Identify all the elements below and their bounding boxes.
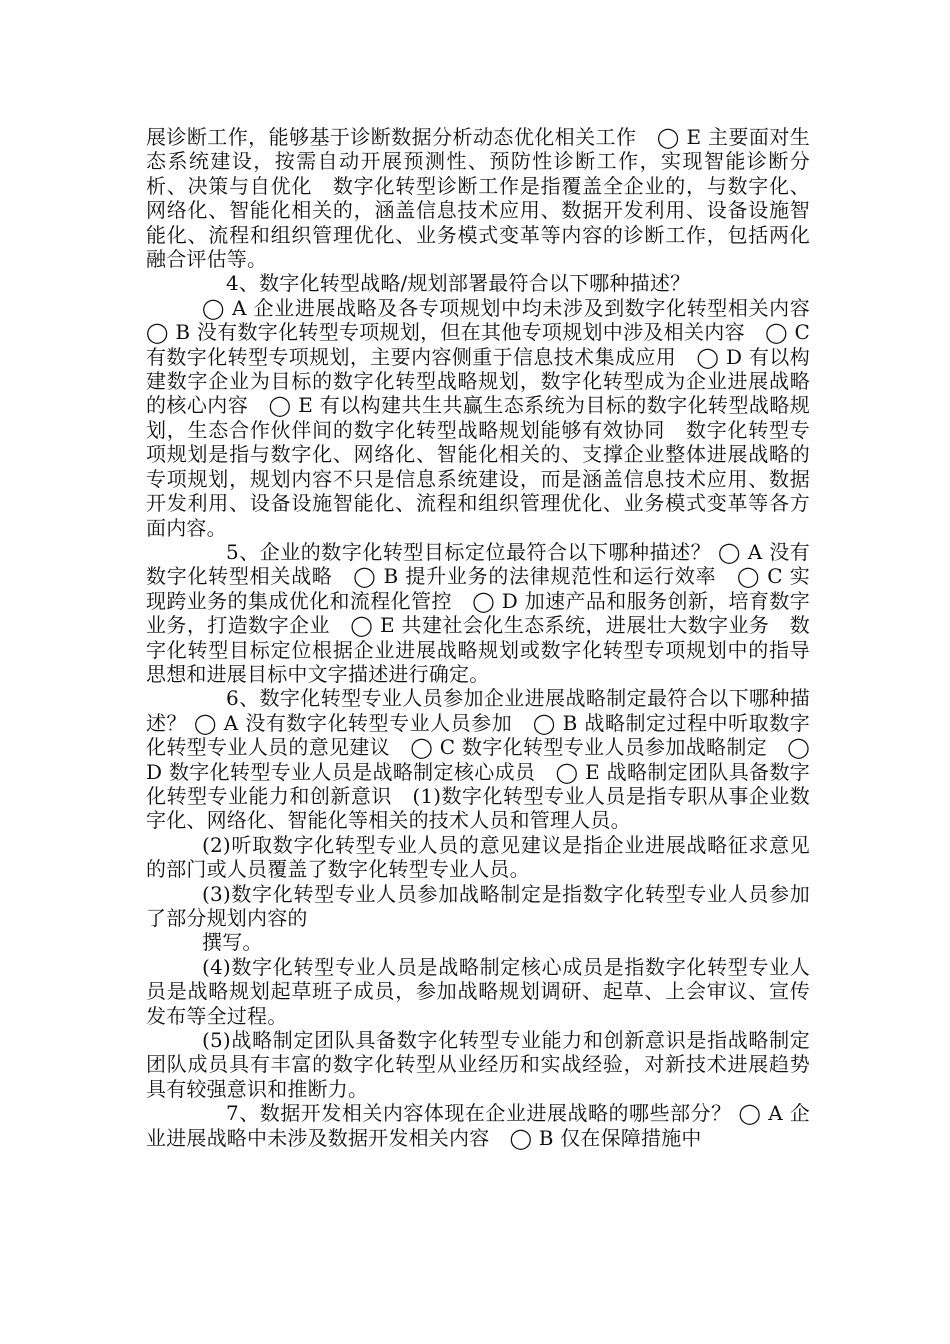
note-4: (4)数字化转型专业人员是战略制定核心成员是指数字化转型专业人员是战略规划起草班子成员，参加战略规划调研、起草、上会审议、宣传发布等全过程。 bbox=[146, 954, 810, 1028]
note-3: (3)数字化转型专业人员参加战略制定是指数字化转型专业人员参加了部分规划内容的 bbox=[146, 881, 810, 930]
question-6: 6、数字化转型专业人员参加企业进展战略制定最符合以下哪种描述？ ◯ A 没有数字化转型专业人员参加 ◯ B 战略制定过程中听取数字化转型专业人员的意见建议 ◯ C 数字化转型专业人员参加战略制定 ◯ D 数字化转型专业人员是战略制定核心成员 ◯ E 战略制定团队具备数字化转型专业能力和创新意识 (1)数字化转型专业人员是指专职从事企业数字化、网络化、智能化等相关的技术人员和管理人员。 bbox=[146, 686, 810, 833]
question-4-title: 4、数字化转型战略/规划部署最符合以下哪种描述？ bbox=[226, 271, 691, 296]
document-page bbox=[146, 125, 831, 1150]
question-4-options: ◯ A 企业进展战略及各专项规划中均未涉及到数字化转型相关内容 ◯ B 没有数字化转型专项规划，但在其他专项规划中涉及相关内容 ◯ C 有数字化转型专项规划，主要内容侧重于信息技术集成应用 ◯ D 有以构建数字企业为目标的数字化转型战略规划，数字化转型成为企业进展战略的核心内容 ◯ E 有以构建共生共赢生态系统为目标的数字化转型战略规划，生态合作伙伴间的数字化转型战略规划能够有效协同 数字化转型专项规划是指与数字化、网络化、智能化相关的、支撑企业整体进展战略的专项规划，规划内容不只是信息系统建设，而是涵盖信息技术应用、数据开发利用、设备设施智能化、流程和组织管理优化、业务模式变革等各方面内容。 bbox=[146, 295, 831, 540]
note-5: (5)战略制定团队具备数字化转型专业能力和创新意识是指战略制定团队成员具有丰富的数字化转型从业经历和实战经验，对新技术进展趋势具有较强意识和推断力。 bbox=[146, 1028, 810, 1101]
question-7: 7、数据开发相关内容体现在企业进展战略的哪些部分？ ◯ A 企业进展战略中未涉及数据开发相关内容 ◯ B 仅在保障措施中 bbox=[146, 1101, 810, 1150]
question-5: 5、企业的数字化转型目标定位最符合以下哪种描述？ ◯ A 没有数字化转型相关战略 ◯ B 提升业务的法律规范性和运行效率 ◯ C 实现跨业务的集成优化和流程化管控 ◯ D 加速产品和服务创新，培育数字业务，打造数字企业 ◯ E 共建社会化生态系统，进展壮大数字业务 数字化转型目标定位根据企业进展战略规划或数字化转型专项规划中的指导思想和进展目标中文字描述进行确定。 bbox=[146, 539, 810, 686]
note-3-continued: 撰写。 bbox=[202, 930, 263, 955]
paragraph-diagnosis-continued: 展诊断工作，能够基于诊断数据分析动态优化相关工作 ◯ E 主要面对生态系统建设，按需自动开展预测性、预防性诊断工作，实现智能诊断分析、决策与自优化 数字化转型诊断工作是指覆盖全企业的，与数字化、网络化、智能化相关的，涵盖信息技术应用、数据开发利用、设备设施智能化、流程和组织管理优化、业务模式变革等内容的诊断工作，包括两化融合评估等。 bbox=[146, 125, 810, 272]
note-2: (2)听取数字化转型专业人员的意见建议是指企业进展战略征求意见的部门或人员覆盖了数字化转型专业人员。 bbox=[146, 832, 810, 882]
